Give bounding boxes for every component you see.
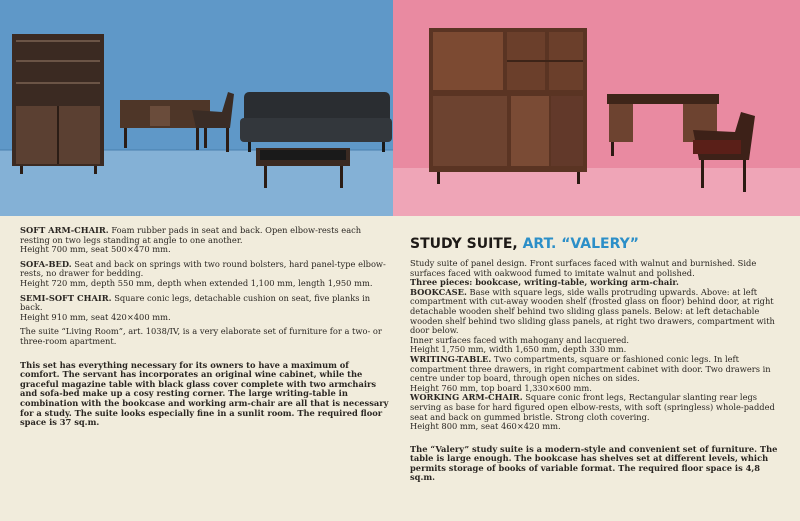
study-suite-text [410,226,782,483]
study-suite-photo [393,0,800,216]
soft-armchair-entry [20,226,390,255]
living-room-photo [0,0,393,216]
writing-table-name: WRITING-TABLE. [410,353,492,364]
bookcase-desc: Base with square legs, side walls protruding upwards. Above: at left compartment with cut-away wooden shelf (frosted glass on floor) behind door, at right detachable wooden shelf behind two sliding glass panels. Below: at left detachable wooden shelf behind two sliding glass panels, at right two drawers, compartment with door below. [410,286,775,336]
soft-armchair-size: Height 700 mm, seat 500×470 mm. [20,244,171,255]
study-suite-intro: Study suite of panel design. Front surfaces faced with walnut and burnished. Side surfaces faced with oakwood fumed to imitate walnut and polished. [410,258,757,278]
sofa-bed-entry [20,260,390,289]
sofa-bed-desc: Seat and back on springs with two round bolsters, hard panel-type elbow-rests, no drawer for bedding. [20,258,386,279]
working-armchair-desc: Square conic front legs, Rectangular slanting rear legs serving as base for hard figured open elbow-rests, with soft (springless) whole-padded seat and back on gummed bristle. Strong cloth covering. [410,392,775,422]
writing-table-size: Height 760 mm, top board 1,330×600 mm. [410,382,592,393]
working-armchair-size: Height 800 mm, seat 460×420 mm. [410,421,561,432]
writing-table-entry [410,355,782,393]
sofa-bed-size: Height 720 mm, depth 550 mm, depth when extended 1,100 mm, length 1,950 mm. [20,277,373,288]
semi-soft-chair-desc: Square conic legs, detachable cushion on seat, five planks in back. [20,292,371,313]
bookcase-entry [410,288,782,355]
bookcase-inner: Inner surfaces faced with mahogany and lacquered. [410,334,630,345]
working-armchair-entry [410,393,782,431]
semi-soft-chair-size: Height 910 mm, seat 420×400 mm. [20,311,171,322]
semi-soft-chair-name: SEMI-SOFT CHAIR. [20,292,112,303]
semi-soft-chair-entry [20,294,390,323]
study-suite-summary: The “Valery” study suite is a modern-style and convenient set of furniture. The table is large enough. The bookcase has shelves set at different levels, which permits storage of books of variable format. The required floor space is 4,8 sq.m. [410,443,778,483]
writing-table-desc: Two compartments, square or fashioned conic legs. In left compartment three drawers, in right compartment cabinet with door. Two drawers in centre under top board, through open niches on sides. [410,353,771,384]
soft-armchair-name: SOFT ARM-CHAIR. [20,225,109,235]
sofa-bed-name: SOFA-BED. [20,258,72,269]
living-room-text [20,226,390,433]
bookcase-name: BOOKCASE. [410,286,467,297]
study-suite-title [410,236,782,252]
living-room-summary: This set has everything necessary for its owners to have a maximum of comfort. The servant has incorporates an original wine cabinet, while the graceful magazine table with black glass cover complete with two armchairs and sofa-bed make up a cosy resting corner. The large writing-table in combination with the bookcase and working arm-chair are all that is necessary for a study. The suite looks especially fine in a sunlit room. The required floor space is 37 sq.m. [20,359,389,428]
study-suite-art: ART. “VALERY” [522,236,639,252]
suite-note: The suite “Living Room”, art. 1038/IV, is a very elaborate set of furniture for a two- or three-room apartment. [20,326,382,346]
working-armchair-name: WORKING ARM-CHAIR. [410,392,523,403]
study-suite-heading: STUDY SUITE, [410,236,518,252]
soft-armchair-desc: Foam rubber pads in seat and back. Open elbow-rests each resting on two legs standing at angle to one another. [20,225,362,245]
bookcase-size: Height 1,750 mm, width 1,650 mm, depth 330 mm. [410,344,627,355]
three-pieces: Three pieces: bookcase, writing-table, working arm-chair. [410,277,679,288]
